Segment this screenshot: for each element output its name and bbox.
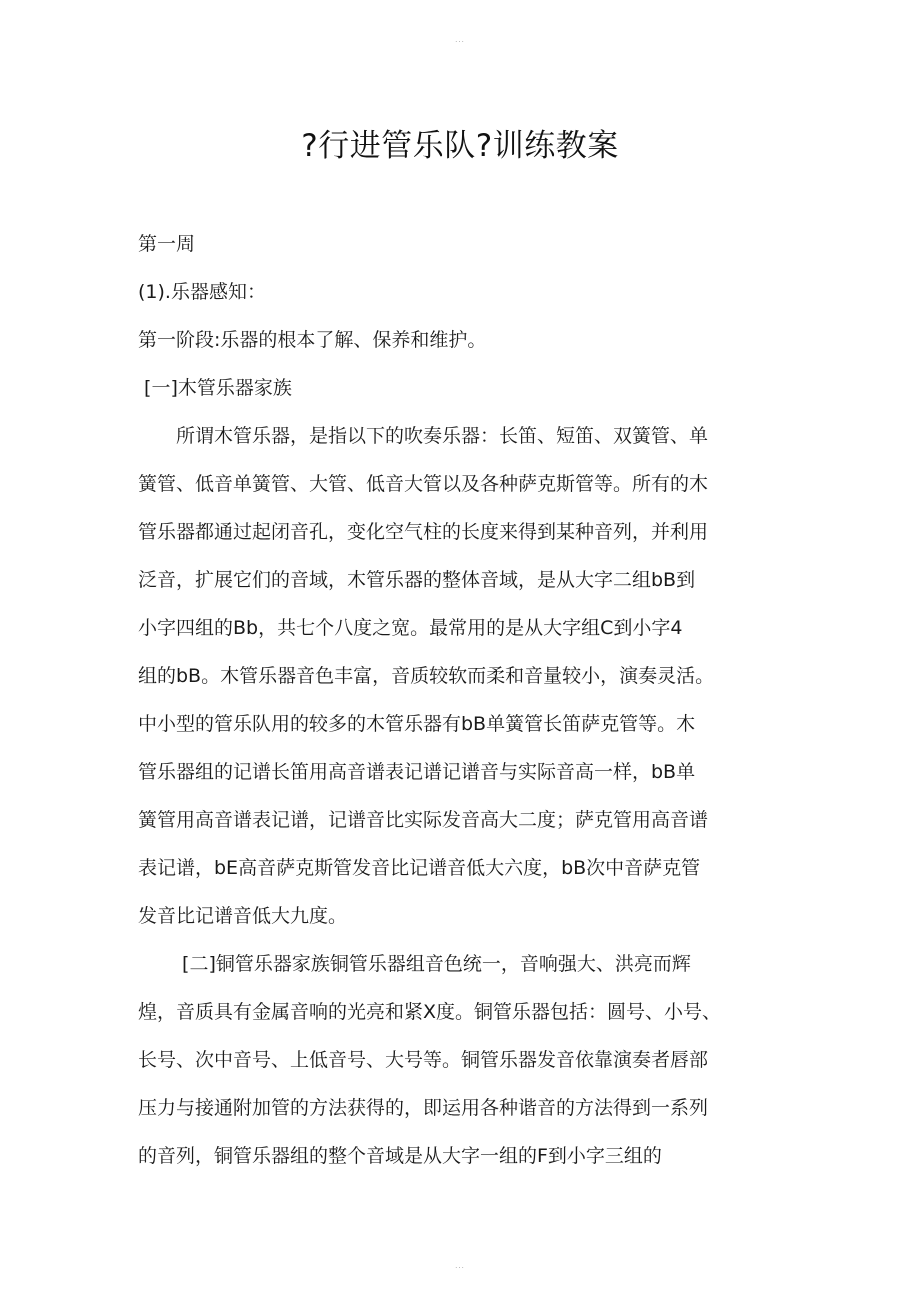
paragraph-line: 压力与接通附加管的方法获得的，即运用各种谐音的方法得到一系列 bbox=[138, 1097, 709, 1119]
brass-paragraph bbox=[138, 940, 752, 1180]
paragraph-line: 簧管、低音单簧管、大管、低音大管以及各种萨克斯管等。所有的木 bbox=[138, 473, 709, 495]
week-heading: 第一周 bbox=[138, 233, 196, 255]
paragraph-line: 煌，音质具有金属音响的光亮和紧X度。铜管乐器包括：圆号、小号、 bbox=[138, 1001, 722, 1023]
paragraph-line: 发音比记谱音低大九度。 bbox=[138, 905, 348, 927]
stage-heading: 第一阶段:乐器的根本了解、保养和维护。 bbox=[138, 329, 487, 351]
page-footer-mark: ... bbox=[455, 1262, 465, 1270]
woodwind-family-heading: [一]木管乐器家族 bbox=[138, 377, 292, 399]
paragraph-line: 的音列，铜管乐器组的整个音域是从大字一组的F到小字三组的 bbox=[138, 1145, 662, 1167]
document-title: ?行进管乐队?训练教案 bbox=[301, 128, 619, 164]
paragraph-line: 中小型的管乐队用的较多的木管乐器有bB单簧管长笛萨克管等。木 bbox=[138, 713, 696, 735]
paragraph-line: 簧管用高音谱表记谱，记谱音比实际发音高大二度；萨克管用高音谱 bbox=[138, 809, 709, 831]
paragraph-line: 组的bB。木管乐器音色丰富，音质较软而柔和音量较小，演奏灵活。 bbox=[138, 665, 715, 687]
section-heading-instrument-perception: (1).乐器感知： bbox=[138, 281, 266, 303]
document-body bbox=[138, 220, 752, 1180]
paragraph-line: 所谓木管乐器，是指以下的吹奏乐器：长笛、短笛、双簧管、单 bbox=[138, 425, 709, 447]
paragraph-line: [二]铜管乐器家族铜管乐器组音色统一，音响强大、洪亮而辉 bbox=[138, 953, 691, 975]
paragraph-line: 长号、次中音号、上低音号、大号等。铜管乐器发音依靠演奏者唇部 bbox=[138, 1049, 709, 1071]
page-header-mark: ... bbox=[455, 36, 465, 44]
paragraph-line: 表记谱，bE高音萨克斯管发音比记谱音低大六度，bB次中音萨克管 bbox=[138, 857, 701, 879]
paragraph-line: 管乐器组的记谱长笛用高音谱表记谱记谱音与实际音高一样，bB单 bbox=[138, 761, 696, 783]
woodwind-paragraph bbox=[138, 412, 752, 940]
paragraph-line: 小字四组的Bb，共七个八度之宽。最常用的是从大字组C到小字4 bbox=[138, 617, 683, 639]
paragraph-line: 管乐器都通过起闭音孔，变化空气柱的长度来得到某种音列，并利用 bbox=[138, 521, 709, 543]
paragraph-line: 泛音，扩展它们的音域，木管乐器的整体音域，是从大字二组bB到 bbox=[138, 569, 696, 591]
